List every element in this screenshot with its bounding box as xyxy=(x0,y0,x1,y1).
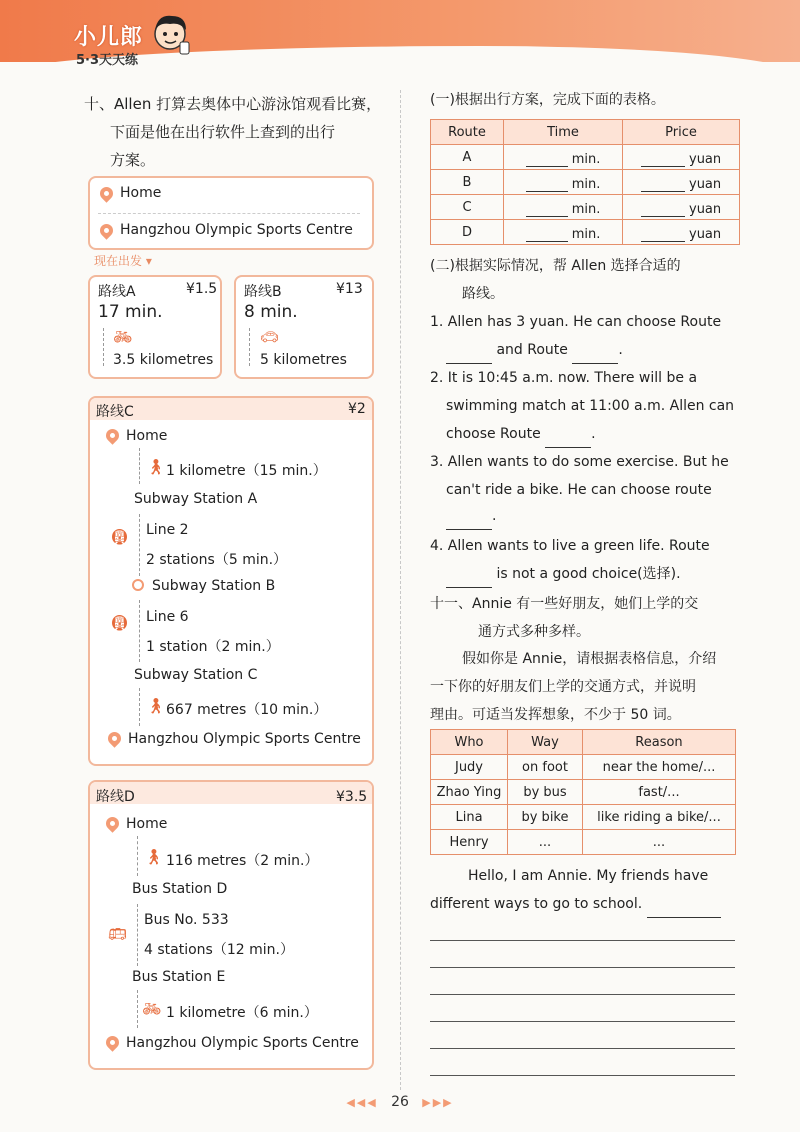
col-reason: Reason xyxy=(583,730,736,755)
page-number: 26 xyxy=(391,1094,409,1110)
route-d-start: Home xyxy=(126,816,168,832)
friends-table xyxy=(430,729,736,855)
writing-line[interactable] xyxy=(430,1048,735,1049)
route-d-price: ¥3.5 xyxy=(336,789,368,805)
price-cell[interactable]: yuan xyxy=(623,145,740,170)
q1-line1: 1. Allen has 3 yuan. He can choose Route xyxy=(430,314,722,330)
q4-line1: 4. Allen wants to live a green life. Route xyxy=(430,538,710,554)
q4-line2 xyxy=(446,560,681,588)
route-d-bus: Bus No. 533 xyxy=(144,912,229,928)
route-a-track xyxy=(103,328,104,366)
table-header-row xyxy=(431,120,740,145)
depart-now-button[interactable]: 现在出发 ▾ xyxy=(94,254,152,268)
time-cell[interactable]: min. xyxy=(504,220,623,245)
q10-line2: 下面是他在出行软件上查到的出行 xyxy=(110,123,336,141)
route-table xyxy=(430,119,740,245)
mascot-icon xyxy=(150,12,192,58)
route-c-line2-track xyxy=(139,514,140,576)
way-cell: by bike xyxy=(508,805,583,830)
writing-line[interactable] xyxy=(430,994,735,995)
next-arrows-icon: ▶▶▶ xyxy=(422,1096,454,1109)
route-a-time: 17 min. xyxy=(98,302,163,322)
route-c-line6: Line 6 xyxy=(146,609,189,625)
route-a-name: 路线A xyxy=(98,284,136,300)
route-c-price: ¥2 xyxy=(348,401,366,417)
time-cell[interactable]: min. xyxy=(504,195,623,220)
walking-icon: 🚶︎ xyxy=(144,848,164,866)
page-footer xyxy=(0,1094,800,1110)
route-c-walk2-track xyxy=(139,688,140,726)
route-c-station-c: Subway Station C xyxy=(134,667,258,683)
route-d-name: 路线D xyxy=(96,789,135,805)
table-row xyxy=(431,780,736,805)
essay-start2-text: different ways to go to school. xyxy=(430,896,643,912)
q11-intro1: 假如你是 Annie，请根据表格信息，介绍 xyxy=(462,651,717,667)
answer-blank[interactable] xyxy=(545,429,591,448)
col-time: Time xyxy=(504,120,623,145)
route-b-name: 路线B xyxy=(244,284,282,300)
bicycle-icon: 🚲︎ xyxy=(113,328,133,346)
route-a-distance: 3.5 kilometres xyxy=(113,352,214,368)
part2-title1: (二)根据实际情况，帮 Allen 选择合适的 xyxy=(430,258,681,274)
q11-title2: 通方式多种多样。 xyxy=(478,624,590,640)
route-c-start: Home xyxy=(126,428,168,444)
price-cell[interactable]: yuan xyxy=(623,220,740,245)
route-d-bike: 1 kilometre（6 min.） xyxy=(166,1005,318,1021)
column-divider xyxy=(400,90,401,1090)
series-label: 5·3天天练 xyxy=(76,53,139,68)
q11-title1: 十一、Annie 有一些好朋友，她们上学的交 xyxy=(430,596,699,612)
writing-line[interactable] xyxy=(430,940,735,941)
who-cell: Lina xyxy=(431,805,508,830)
q11-intro2: 一下你的好朋友们上学的交通方式，并说明 xyxy=(430,679,696,695)
transfer-ring-icon xyxy=(132,579,144,591)
route-d-walk-track xyxy=(137,836,138,876)
answer-blank[interactable] xyxy=(572,345,618,364)
q1-line2: and Route . xyxy=(446,336,623,364)
col-price: Price xyxy=(623,120,740,145)
route-d-station-d: Bus Station D xyxy=(132,881,228,897)
route-a-price: ¥1.5 xyxy=(186,281,218,297)
route-d-walk: 116 metres（2 min.） xyxy=(166,853,319,869)
part1-title: (一)根据出行方案，完成下面的表格。 xyxy=(430,92,665,108)
route-b-distance: 5 kilometres xyxy=(260,352,347,368)
who-cell: Judy xyxy=(431,755,508,780)
table-row xyxy=(431,755,736,780)
table-row xyxy=(431,170,740,195)
q2-line3: choose Route . xyxy=(446,420,596,448)
bus-icon: 🚌︎ xyxy=(108,925,128,943)
subway-icon: 🚇︎ xyxy=(110,528,130,546)
route-c-walk-track xyxy=(139,448,140,484)
col-who: Who xyxy=(431,730,508,755)
route-c-station-b: Subway Station B xyxy=(152,578,276,594)
car-icon: 🚗︎ xyxy=(260,328,280,346)
col-way: Way xyxy=(508,730,583,755)
brand-logo: 小儿郎 xyxy=(74,25,144,50)
route-d-station-e: Bus Station E xyxy=(132,969,226,985)
reason-cell: ... xyxy=(583,830,736,855)
q3-line1: 3. Allen wants to do some exercise. But he xyxy=(430,454,729,470)
way-cell: on foot xyxy=(508,755,583,780)
way-cell: by bus xyxy=(508,780,583,805)
answer-blank[interactable] xyxy=(446,511,492,530)
field-separator xyxy=(98,213,360,214)
table-row xyxy=(431,830,736,855)
walking-icon: 🚶︎ xyxy=(146,458,166,476)
table-row xyxy=(431,220,740,245)
q3-line2: can't ride a bike. He can choose route xyxy=(446,482,712,498)
price-cell[interactable]: yuan xyxy=(623,170,740,195)
route-cell: B xyxy=(431,170,504,195)
route-c-name: 路线C xyxy=(96,404,134,420)
q3-line3: . xyxy=(446,502,496,530)
table-row xyxy=(431,145,740,170)
way-cell: ... xyxy=(508,830,583,855)
destination-field[interactable]: Hangzhou Olympic Sports Centre xyxy=(120,222,353,238)
subway-icon: 🚇︎ xyxy=(110,614,130,632)
route-c-walk1: 1 kilometre（15 min.） xyxy=(166,463,327,479)
route-d-bus-stops: 4 stations（12 min.） xyxy=(144,942,294,958)
part2-title2: 路线。 xyxy=(462,286,504,302)
writing-line[interactable] xyxy=(430,1021,735,1022)
route-b-track xyxy=(249,328,250,366)
q4-not-good: is not a good choice(选择). xyxy=(496,566,681,582)
route-d-end: Hangzhou Olympic Sports Centre xyxy=(126,1035,359,1051)
origin-field[interactable]: Home xyxy=(120,185,162,201)
route-d-bike-track xyxy=(137,990,138,1028)
route-cell: D xyxy=(431,220,504,245)
q2-choose-route: choose Route xyxy=(446,426,541,442)
route-cell: C xyxy=(431,195,504,220)
route-c-line2-stops: 2 stations（5 min.） xyxy=(146,552,288,568)
col-route: Route xyxy=(431,120,504,145)
time-cell[interactable]: min. xyxy=(504,170,623,195)
answer-blank[interactable] xyxy=(446,569,492,588)
who-cell: Zhao Ying xyxy=(431,780,508,805)
essay-start1: Hello, I am Annie. My friends have xyxy=(468,868,709,884)
reason-cell: fast/... xyxy=(583,780,736,805)
route-c-line6-stops: 1 station（2 min.） xyxy=(146,639,280,655)
route-c-walk2: 667 metres（10 min.） xyxy=(166,702,328,718)
prev-arrows-icon: ◀◀◀ xyxy=(346,1096,378,1109)
essay-start2 xyxy=(430,890,721,918)
route-b-time: 8 min. xyxy=(244,302,298,322)
route-cell: A xyxy=(431,145,504,170)
reason-cell: near the home/... xyxy=(583,755,736,780)
answer-blank[interactable] xyxy=(446,345,492,364)
table-row xyxy=(431,805,736,830)
q2-line2: swimming match at 11:00 a.m. Allen can xyxy=(446,398,735,414)
price-cell[interactable]: yuan xyxy=(623,195,740,220)
time-cell[interactable]: min. xyxy=(504,145,623,170)
table-row xyxy=(431,195,740,220)
table-header-row xyxy=(431,730,736,755)
route-b-price: ¥13 xyxy=(336,281,363,297)
depart-now-label: 现在出发 xyxy=(94,254,143,268)
reason-cell: like riding a bike/... xyxy=(583,805,736,830)
q11-intro3: 理由。可适当发挥想象，不少于 50 词。 xyxy=(430,707,681,723)
writing-line[interactable] xyxy=(430,967,735,968)
q2-line1: 2. It is 10:45 a.m. now. There will be a xyxy=(430,370,698,386)
route-c-station-a: Subway Station A xyxy=(134,491,258,507)
route-c-end: Hangzhou Olympic Sports Centre xyxy=(128,731,361,747)
route-d-bus-track xyxy=(137,904,138,966)
q10-line3: 方案。 xyxy=(110,151,156,169)
route-c-line6-track xyxy=(139,600,140,662)
bicycle-icon: 🚲︎ xyxy=(142,1000,162,1018)
writing-line[interactable] xyxy=(430,1075,735,1076)
q10-line1: 十、Allen 打算去奥体中心游泳馆观看比赛， xyxy=(84,95,382,113)
writing-blank[interactable] xyxy=(647,899,721,918)
route-c-line2: Line 2 xyxy=(146,522,189,538)
q1-and-route: and Route xyxy=(496,342,568,358)
walking-icon: 🚶︎ xyxy=(146,697,166,715)
who-cell: Henry xyxy=(431,830,508,855)
